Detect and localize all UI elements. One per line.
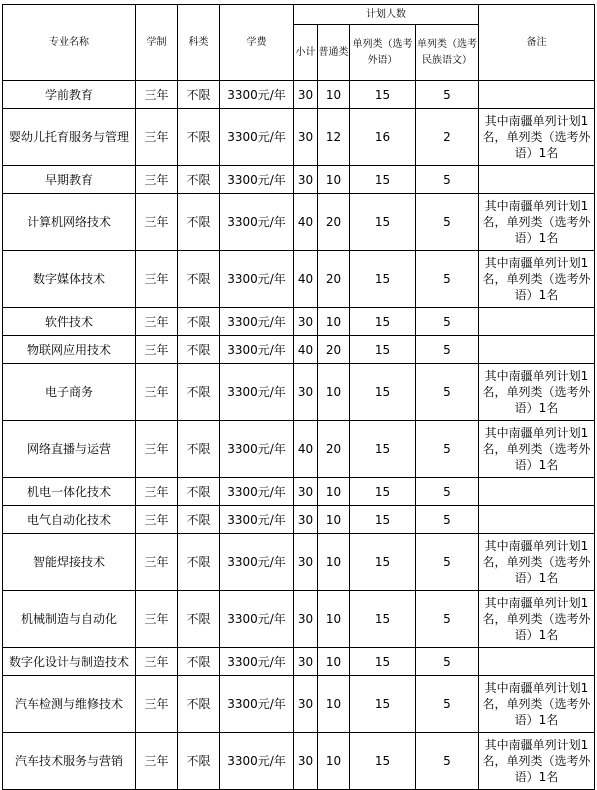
cell-single-foreign: 15 xyxy=(350,506,416,534)
cell-subtotal: 30 xyxy=(294,478,318,506)
remark-line: 其中南疆单列计划1 xyxy=(484,539,589,553)
cell-subtotal: 30 xyxy=(294,591,318,648)
cell-category: 不限 xyxy=(178,109,220,166)
cell-single-ethnic: 5 xyxy=(416,534,479,591)
cell-single-ethnic: 5 xyxy=(416,506,479,534)
cell-single-foreign: 16 xyxy=(350,109,416,166)
cell-subtotal: 30 xyxy=(294,648,318,676)
cell-major: 数字媒体技术 xyxy=(3,251,136,308)
remark-line: 名，单列类（选考外 xyxy=(482,555,591,569)
remark-line: 名，单列类（选考外 xyxy=(482,385,591,399)
remark-line: 名，单列类（选考外 xyxy=(482,272,591,286)
cell-remark xyxy=(479,534,595,591)
cell-single-foreign: 15 xyxy=(350,81,416,109)
table-row xyxy=(3,591,595,648)
cell-remark xyxy=(479,591,595,648)
cell-remark xyxy=(479,194,595,251)
cell-general: 10 xyxy=(318,534,350,591)
table-row xyxy=(3,506,595,534)
table-row xyxy=(3,364,595,421)
cell-category: 不限 xyxy=(178,166,220,194)
cell-general: 10 xyxy=(318,591,350,648)
cell-subtotal: 30 xyxy=(294,506,318,534)
remark-line: 语）1名 xyxy=(514,231,559,245)
cell-major: 汽车技术服务与营销 xyxy=(3,733,136,790)
cell-category: 不限 xyxy=(178,534,220,591)
table-row xyxy=(3,81,595,109)
cell-single-ethnic: 5 xyxy=(416,81,479,109)
cell-duration: 三年 xyxy=(136,733,178,790)
cell-general: 20 xyxy=(318,194,350,251)
remark-line: 语）1名 xyxy=(514,401,559,415)
cell-duration: 三年 xyxy=(136,166,178,194)
remark-line: 语）1名 xyxy=(514,770,559,784)
cell-single-ethnic: 5 xyxy=(416,591,479,648)
cell-duration: 三年 xyxy=(136,534,178,591)
cell-major: 早期教育 xyxy=(3,166,136,194)
cell-major: 学前教育 xyxy=(3,81,136,109)
cell-general: 20 xyxy=(318,421,350,478)
cell-category: 不限 xyxy=(178,733,220,790)
cell-duration: 三年 xyxy=(136,109,178,166)
cell-subtotal: 30 xyxy=(294,676,318,733)
table-row xyxy=(3,676,595,733)
cell-category: 不限 xyxy=(178,506,220,534)
cell-subtotal: 30 xyxy=(294,364,318,421)
cell-subtotal: 30 xyxy=(294,109,318,166)
cell-single-foreign: 15 xyxy=(350,648,416,676)
table-row xyxy=(3,421,595,478)
cell-single-ethnic: 5 xyxy=(416,421,479,478)
cell-single-ethnic: 5 xyxy=(416,194,479,251)
cell-category: 不限 xyxy=(178,591,220,648)
cell-major: 机械制造与自动化 xyxy=(3,591,136,648)
cell-subtotal: 30 xyxy=(294,308,318,336)
cell-tuition: 3300元/年 xyxy=(220,194,294,251)
cell-major: 软件技术 xyxy=(3,308,136,336)
cell-tuition: 3300元/年 xyxy=(220,308,294,336)
table-row xyxy=(3,733,595,790)
header-single-ethnic: 单列类（选考民族语文） xyxy=(416,25,479,81)
remark-line: 其中南疆单列计划1 xyxy=(484,199,589,213)
table-row xyxy=(3,336,595,364)
cell-subtotal: 40 xyxy=(294,194,318,251)
remark-line: 其中南疆单列计划1 xyxy=(484,114,589,128)
header-plan: 计划人数 xyxy=(294,5,479,25)
remark-line: 名，单列类（选考外 xyxy=(482,130,591,144)
remark-line: 名，单列类（选考外 xyxy=(482,612,591,626)
cell-general: 10 xyxy=(318,81,350,109)
remark-line: 语）1名 xyxy=(514,146,559,160)
cell-major: 数字化设计与制造技术 xyxy=(3,648,136,676)
cell-category: 不限 xyxy=(178,308,220,336)
cell-category: 不限 xyxy=(178,336,220,364)
cell-general: 10 xyxy=(318,648,350,676)
cell-remark xyxy=(479,308,595,336)
cell-tuition: 3300元/年 xyxy=(220,81,294,109)
cell-remark xyxy=(479,506,595,534)
cell-duration: 三年 xyxy=(136,421,178,478)
cell-single-foreign: 15 xyxy=(350,166,416,194)
cell-duration: 三年 xyxy=(136,648,178,676)
cell-tuition: 3300元/年 xyxy=(220,733,294,790)
cell-duration: 三年 xyxy=(136,591,178,648)
cell-category: 不限 xyxy=(178,251,220,308)
cell-category: 不限 xyxy=(178,364,220,421)
header-duration: 学制 xyxy=(136,5,178,81)
header-category: 科类 xyxy=(178,5,220,81)
header-subtotal: 小计 xyxy=(294,25,318,81)
cell-major: 网络直播与运营 xyxy=(3,421,136,478)
cell-remark xyxy=(479,364,595,421)
cell-category: 不限 xyxy=(178,81,220,109)
remark-line: 语）1名 xyxy=(514,571,559,585)
cell-single-foreign: 15 xyxy=(350,591,416,648)
cell-duration: 三年 xyxy=(136,676,178,733)
cell-major: 电气自动化技术 xyxy=(3,506,136,534)
cell-general: 10 xyxy=(318,676,350,733)
cell-single-ethnic: 5 xyxy=(416,364,479,421)
header-single-foreign: 单列类（选考外语） xyxy=(350,25,416,81)
cell-subtotal: 30 xyxy=(294,81,318,109)
cell-general: 10 xyxy=(318,364,350,421)
cell-single-ethnic: 5 xyxy=(416,251,479,308)
cell-remark xyxy=(479,733,595,790)
table-row xyxy=(3,534,595,591)
remark-line: 其中南疆单列计划1 xyxy=(484,596,589,610)
cell-duration: 三年 xyxy=(136,308,178,336)
cell-tuition: 3300元/年 xyxy=(220,534,294,591)
cell-tuition: 3300元/年 xyxy=(220,336,294,364)
cell-general: 10 xyxy=(318,733,350,790)
remark-line: 语）1名 xyxy=(514,288,559,302)
cell-remark xyxy=(479,676,595,733)
cell-tuition: 3300元/年 xyxy=(220,648,294,676)
cell-single-ethnic: 5 xyxy=(416,336,479,364)
remark-line: 名，单列类（选考外 xyxy=(482,697,591,711)
cell-category: 不限 xyxy=(178,194,220,251)
cell-single-ethnic: 5 xyxy=(416,676,479,733)
cell-tuition: 3300元/年 xyxy=(220,251,294,308)
cell-single-foreign: 15 xyxy=(350,733,416,790)
cell-tuition: 3300元/年 xyxy=(220,421,294,478)
remark-line: 名，单列类（选考外 xyxy=(482,215,591,229)
cell-general: 12 xyxy=(318,109,350,166)
remark-line: 其中南疆单列计划1 xyxy=(484,369,589,383)
table-row xyxy=(3,109,595,166)
cell-remark xyxy=(479,648,595,676)
remark-line: 其中南疆单列计划1 xyxy=(484,681,589,695)
cell-tuition: 3300元/年 xyxy=(220,109,294,166)
cell-major: 婴幼儿托育服务与管理 xyxy=(3,109,136,166)
table-row xyxy=(3,166,595,194)
cell-single-ethnic: 5 xyxy=(416,478,479,506)
header-general: 普通类 xyxy=(318,25,350,81)
header-major: 专业名称 xyxy=(3,5,136,81)
cell-single-foreign: 15 xyxy=(350,194,416,251)
cell-single-foreign: 15 xyxy=(350,251,416,308)
remark-line: 语）1名 xyxy=(514,713,559,727)
cell-single-ethnic: 5 xyxy=(416,166,479,194)
cell-subtotal: 30 xyxy=(294,166,318,194)
cell-duration: 三年 xyxy=(136,194,178,251)
cell-tuition: 3300元/年 xyxy=(220,591,294,648)
table-row xyxy=(3,251,595,308)
header-tuition: 学费 xyxy=(220,5,294,81)
cell-category: 不限 xyxy=(178,676,220,733)
cell-single-foreign: 15 xyxy=(350,534,416,591)
cell-remark xyxy=(479,109,595,166)
cell-single-ethnic: 2 xyxy=(416,109,479,166)
cell-tuition: 3300元/年 xyxy=(220,478,294,506)
cell-tuition: 3300元/年 xyxy=(220,506,294,534)
cell-remark xyxy=(479,81,595,109)
cell-duration: 三年 xyxy=(136,81,178,109)
cell-single-foreign: 15 xyxy=(350,676,416,733)
cell-remark xyxy=(479,336,595,364)
cell-tuition: 3300元/年 xyxy=(220,364,294,421)
table-row xyxy=(3,478,595,506)
cell-tuition: 3300元/年 xyxy=(220,676,294,733)
enrollment-plan-table xyxy=(2,4,595,790)
cell-general: 10 xyxy=(318,478,350,506)
cell-duration: 三年 xyxy=(136,336,178,364)
remark-line: 名，单列类（选考外 xyxy=(482,442,591,456)
cell-category: 不限 xyxy=(178,648,220,676)
cell-remark xyxy=(479,421,595,478)
cell-subtotal: 40 xyxy=(294,336,318,364)
table-row xyxy=(3,648,595,676)
cell-remark xyxy=(479,166,595,194)
cell-general: 10 xyxy=(318,506,350,534)
remark-line: 语）1名 xyxy=(514,628,559,642)
cell-major: 电子商务 xyxy=(3,364,136,421)
cell-single-ethnic: 5 xyxy=(416,648,479,676)
cell-major: 智能焊接技术 xyxy=(3,534,136,591)
cell-single-foreign: 15 xyxy=(350,478,416,506)
cell-single-foreign: 15 xyxy=(350,364,416,421)
cell-single-foreign: 15 xyxy=(350,336,416,364)
cell-major: 机电一体化技术 xyxy=(3,478,136,506)
cell-single-ethnic: 5 xyxy=(416,308,479,336)
cell-subtotal: 40 xyxy=(294,251,318,308)
cell-major: 汽车检测与维修技术 xyxy=(3,676,136,733)
cell-general: 20 xyxy=(318,336,350,364)
table-body xyxy=(3,81,595,790)
cell-tuition: 3300元/年 xyxy=(220,166,294,194)
cell-duration: 三年 xyxy=(136,478,178,506)
cell-subtotal: 40 xyxy=(294,421,318,478)
remark-line: 语）1名 xyxy=(514,458,559,472)
remark-line: 名，单列类（选考外 xyxy=(482,754,591,768)
table-header xyxy=(3,5,595,81)
header-remark: 备注 xyxy=(479,5,595,81)
cell-general: 10 xyxy=(318,166,350,194)
remark-line: 其中南疆单列计划1 xyxy=(484,738,589,752)
cell-duration: 三年 xyxy=(136,364,178,421)
cell-duration: 三年 xyxy=(136,251,178,308)
cell-subtotal: 30 xyxy=(294,733,318,790)
cell-category: 不限 xyxy=(178,478,220,506)
cell-remark xyxy=(479,251,595,308)
cell-remark xyxy=(479,478,595,506)
cell-single-foreign: 15 xyxy=(350,421,416,478)
table-row xyxy=(3,194,595,251)
cell-category: 不限 xyxy=(178,421,220,478)
cell-duration: 三年 xyxy=(136,506,178,534)
cell-general: 20 xyxy=(318,251,350,308)
cell-general: 10 xyxy=(318,308,350,336)
cell-major: 计算机网络技术 xyxy=(3,194,136,251)
table-row xyxy=(3,308,595,336)
cell-major: 物联网应用技术 xyxy=(3,336,136,364)
remark-line: 其中南疆单列计划1 xyxy=(484,256,589,270)
cell-single-foreign: 15 xyxy=(350,308,416,336)
cell-subtotal: 30 xyxy=(294,534,318,591)
cell-single-ethnic: 5 xyxy=(416,733,479,790)
remark-line: 其中南疆单列计划1 xyxy=(484,426,589,440)
